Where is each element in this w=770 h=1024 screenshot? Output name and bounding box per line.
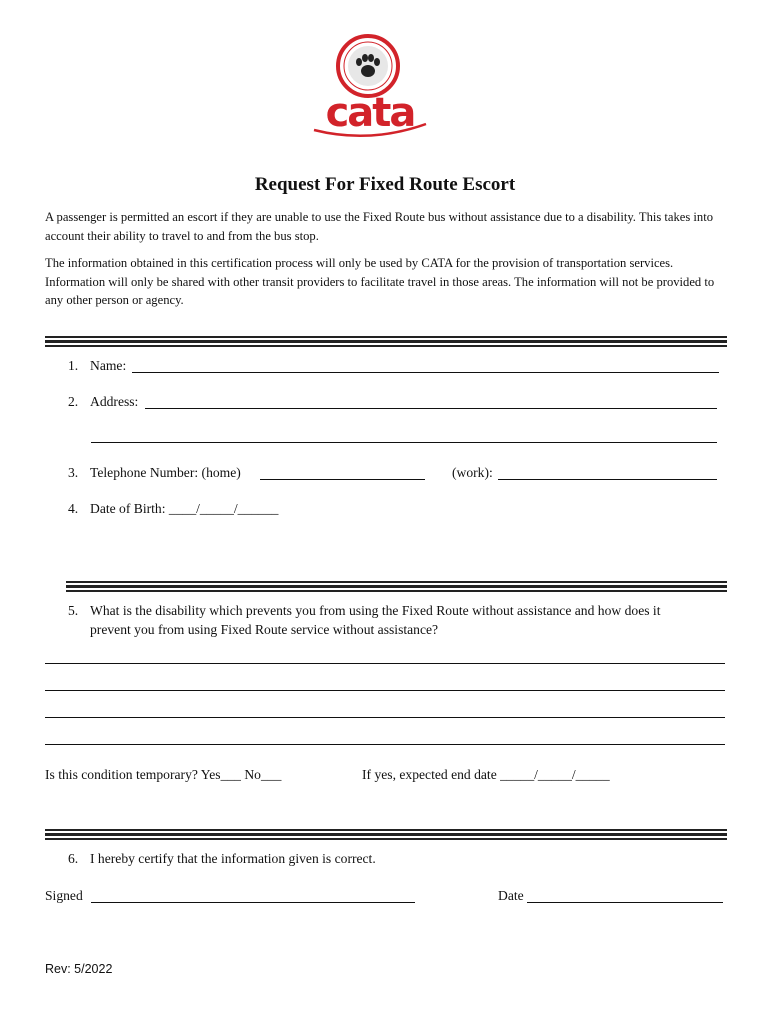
disability-answer-line[interactable] [45,690,725,691]
disability-answer-line[interactable] [45,717,725,718]
home-phone-input-line[interactable] [260,479,425,480]
signature-input-line[interactable] [91,902,415,903]
date-input-line[interactable] [527,902,723,903]
dob-input-blank[interactable]: ____/_____/______ [168,501,279,516]
address-field-label: 2. Address: [68,394,139,409]
svg-text:cata: cata [325,90,415,136]
certify-statement: 6. I hereby certify that the information given is correct. [68,851,376,866]
expected-end-date[interactable]: If yes, expected end date _____/_____/_____ [362,767,610,782]
address-input-line[interactable] [145,408,717,409]
date-label: Date [498,888,524,903]
temporary-condition-question[interactable]: Is this condition temporary? Yes___ No___ [45,767,282,782]
disability-question: 5. What is the disability which prevents you from using the Fixed Route without assistance and how does it [68,603,661,618]
section-divider [45,336,727,347]
disability-answer-line[interactable] [45,744,725,745]
address-input-line-2[interactable] [91,442,717,443]
work-phone-label: (work): [452,465,493,480]
revision-footer: Rev: 5/2022 [45,962,113,976]
telephone-field-label: 3. Telephone Number: (home) [68,465,241,480]
disability-question-cont: prevent you from using Fixed Route service without assistance? [90,622,439,637]
dob-field-label: 4. Date of Birth: ____/_____/______ [68,501,279,516]
section-divider [66,581,727,592]
intro-paragraph: A passenger is permitted an escort if they are unable to use the Fixed Route bus without assistance due to a disability. This takes into account their ability to travel to and from the bus stop. [45,210,714,243]
signed-label: Signed [45,888,83,903]
cata-logo [300,34,440,144]
page-title: Request For Fixed Route Escort [254,174,516,195]
name-input-line[interactable] [132,372,719,373]
section-divider [45,829,727,840]
work-phone-input-line[interactable] [498,479,717,480]
privacy-paragraph: The information obtained in this certification process will only be used by CATA for the provision of transportation services. Information will only be shared with other transit providers to facilitate travel in those areas. The information will not be provided to any other person or agency. [45,256,715,308]
disability-answer-line[interactable] [45,663,725,664]
name-field-label: 1. Name: [68,358,127,373]
